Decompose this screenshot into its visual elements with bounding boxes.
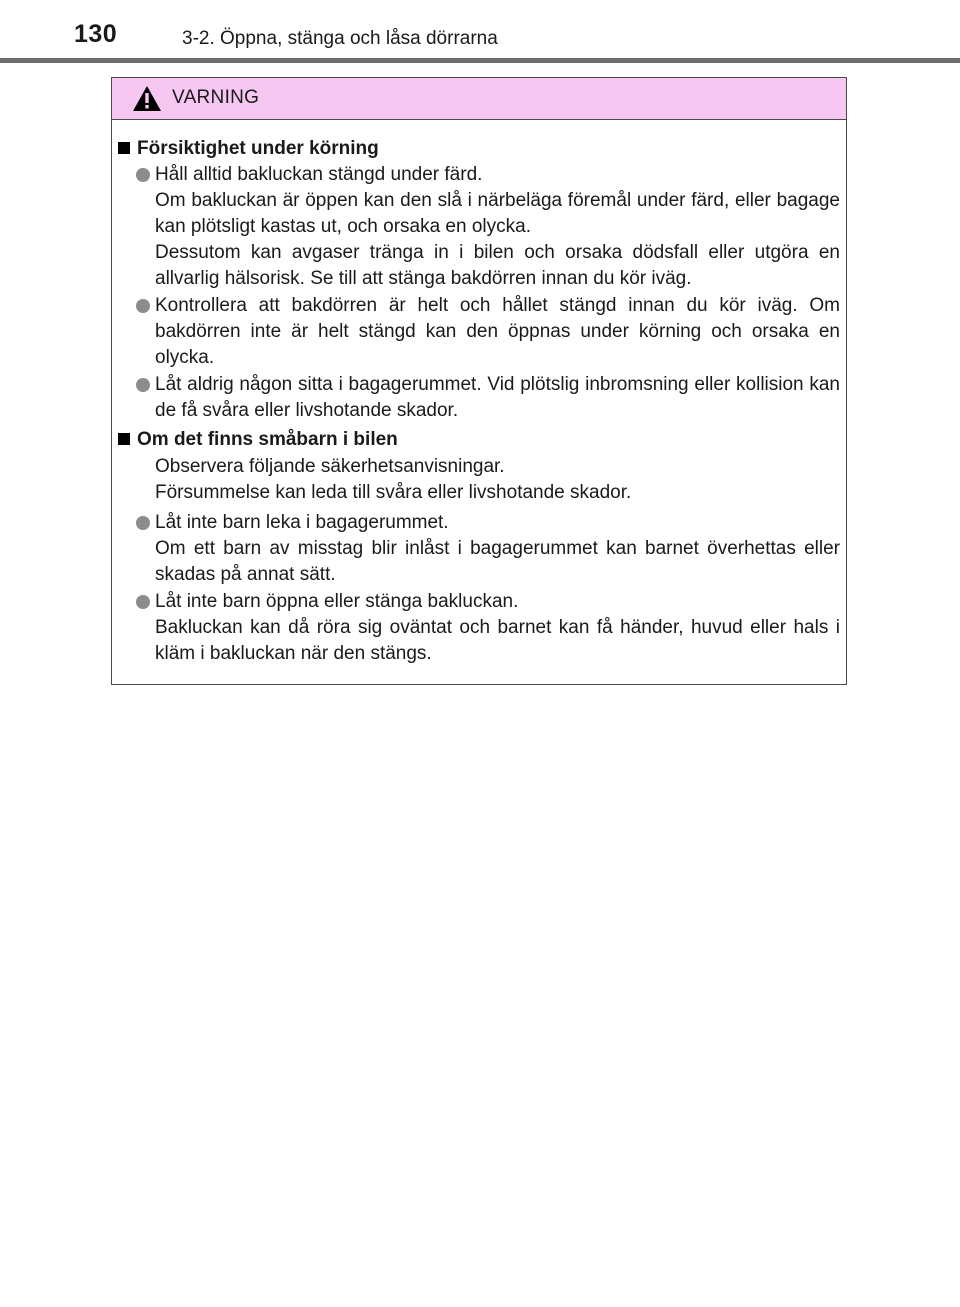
header-rule: [0, 58, 960, 63]
circle-bullet-icon: [136, 378, 150, 392]
warning-label: VARNING: [172, 87, 260, 108]
circle-bullet-icon: [136, 516, 150, 530]
section-heading: Om det finns småbarn i bilen: [118, 427, 398, 453]
square-bullet-icon: [118, 433, 130, 445]
page-number: 130: [74, 20, 118, 48]
section-heading: Försiktighet under körning: [118, 136, 379, 162]
list-item: Låt inte barn öppna eller stänga bakluckan. Bakluckan kan då röra sig oväntat och barnet kan få händer, huvud eller hals i kläm i bakluckan när den stängs.: [136, 589, 840, 667]
section-intro: Observera följande säkerhetsanvisningar. Försummelse kan leda till svåra eller livshotande skador.: [155, 456, 632, 503]
page-header: [0, 0, 960, 58]
circle-bullet-icon: [136, 168, 150, 182]
warning-triangle-icon: [132, 85, 162, 112]
list-item: Kontrollera att bakdörren är helt och hållet stängd innan du kör iväg. Om bakdörren inte är helt stängd kan den öppnas under körning och orsaka en olycka.: [136, 293, 840, 371]
warning-box: [111, 77, 847, 685]
list-item: Håll alltid bakluckan stängd under färd. Om bakluckan är öppen kan den slå i närbeläga föremål under färd, eller bagage kan plötsligt kastas ut, och orsaka en olycka. Dessutom kan avgaser tränga in i bilen och orsaka dödsfall eller utgöra en allvarlig hälsorisk. Se till att stänga bakdörren innan du kör iväg.: [136, 162, 840, 292]
circle-bullet-icon: [136, 299, 150, 313]
square-bullet-icon: [118, 142, 130, 154]
list-item: Låt aldrig någon sitta i bagagerummet. Vid plötslig inbromsning eller kollision kan de få svåra eller livshotande skador.: [136, 372, 840, 424]
circle-bullet-icon: [136, 595, 150, 609]
warning-header: [112, 78, 846, 120]
list-item: Låt inte barn leka i bagagerummet. Om ett barn av misstag blir inlåst i bagagerummet kan barnet överhettas eller skadas på annat sätt.: [136, 510, 840, 588]
section-title: 3-2. Öppna, stänga och låsa dörrarna: [182, 28, 498, 49]
